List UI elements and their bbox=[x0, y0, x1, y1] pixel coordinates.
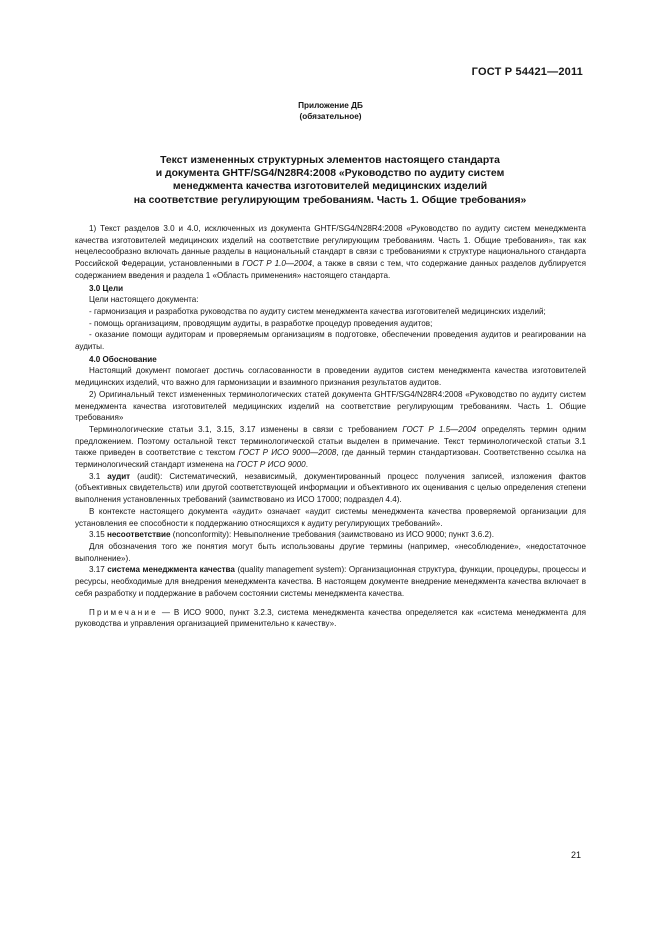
section-4-0-heading: 4.0 Обоснование bbox=[89, 354, 157, 364]
note: Примечание — В ИСО 9000, пункт 3.2.3, система менеджмента качества определяется как «система менеджмента для руководства и управления организацией применительно к качеству». bbox=[75, 607, 586, 629]
synonyms-text: Для обозначения того же понятия могут быть использованы другие термины (например, «несоблюдение», «недостаточное выполнение»). bbox=[75, 541, 586, 563]
annex-heading bbox=[0, 100, 661, 122]
term-3-17: 3.17 система менеджмента качества (quality management system): Организационная структура, функции, процедуры, процессы и ресурсы, необходимые для внедрения менеджмента качества. В настоящем документе внедрение менеджмента качества включает в себя разработку и поддержание в рабочем состоянии системы менеджмента качества. bbox=[75, 565, 587, 598]
body-text bbox=[75, 223, 586, 630]
standard-reference: ГОСТ Р 1.0—2004 bbox=[242, 259, 313, 269]
list-item: - оказание помощи аудиторам и проверяемым организациям в подготовке, обеспечении проведения аудитов и реагировании на аудиты. bbox=[75, 330, 586, 352]
term-name: несоответствие bbox=[107, 530, 171, 540]
term-name: аудит bbox=[107, 471, 131, 481]
annex-status: (обязательное) bbox=[299, 112, 362, 121]
annex-title bbox=[80, 154, 580, 207]
goals-intro: Цели настоящего документа: bbox=[89, 295, 199, 305]
standard-reference: ГОСТ Р ИСО 9000—2008 bbox=[238, 448, 337, 458]
term-name: система менеджмента качества bbox=[107, 565, 235, 575]
title-line: Текст измененных структурных элементов настоящего стандарта bbox=[160, 155, 500, 166]
annex-label: Приложение ДБ bbox=[298, 101, 363, 110]
title-line: и документа GHTF/SG4/N28R4:2008 «Руководство по аудиту систем bbox=[155, 168, 505, 180]
term-3-15: 3.15 несоответствие (nonconformity): Невыполнение требования (заимствовано из ИСО 9000; пункт 3.6.2). bbox=[89, 530, 494, 540]
standard-reference: ГОСТ Р 1.5—2004 bbox=[402, 424, 477, 434]
title-line: на соответствие регулирующим требованиям. Часть 1. Общие требования» bbox=[133, 194, 527, 206]
paragraph-3: Терминологические статьи 3.1, 3.15, 3.17 изменены в связи с требованием ГОСТ Р 1.5—2004 определять термин одним предложением. Поэтому остальной текст терминологической статьи выделен в примечание. Текст терминологической статьи 3.1 также приведен в соответствие с текстом ГОСТ Р ИСО 9000—2008, где данный термин стандартизован. Соответственно ссылка на терминологический стандарт изменена на ГОСТ Р ИСО 9000. bbox=[75, 424, 587, 470]
list-item: - помощь организациям, проводящим аудиты, в разработке процедур проведения аудитов; bbox=[89, 318, 433, 328]
note-label: Примечание bbox=[89, 607, 158, 617]
page-number: 21 bbox=[570, 850, 581, 860]
context-text: В контексте настоящего документа «аудит» означает «аудит системы менеджмента качества проверяемой организации для установления ее способности к поддержанию относящихся к аудиту регулирующих требований». bbox=[75, 506, 586, 528]
standard-code: ГОСТ Р 54421—2011 bbox=[471, 66, 583, 78]
section-3-0-heading: 3.0 Цели bbox=[89, 283, 124, 293]
rationale-text: Настоящий документ помогает достичь согласованности в проведении аудитов систем менеджмента качества изготовителей медицинских изделий, что важно для гармонизации и взаимного признания результатов аудитов. bbox=[75, 366, 586, 388]
title-line: менеджмента качества изготовителей медицинских изделий bbox=[172, 181, 488, 193]
paragraph-2: 2) Оригинальный текст измененных терминологических статей документа GHTF/SG4/N28R4:2008 «Руководство по аудиту систем менеджмента качества изготовителей медицинских изделий на соответствие регулирующим требованиям. Часть 1. Общие требования» bbox=[75, 389, 586, 423]
paragraph-1: 1) Текст разделов 3.0 и 4.0, исключенных из документа GHTF/SG4/N28R4:2008 «Руководство по аудиту систем менеджмента качества изготовителей медицинских изделий на соответствие регулирующим требованиям. Часть 1. Общие требования», так как нецелесообразно включать данные разделы в национальный стандарт в связи с требованиями к структуре национального стандарта Российской Федерации, установленными в ГОСТ Р 1.0—2004, а также в связи с тем, что содержание данных разделов дублируется содержанием введения и раздела 1 «Область применения» настоящего стандарта. bbox=[75, 224, 586, 280]
term-3-1: 3.1 аудит (audit): Систематический, независимый, документированный процесс получения записей, изложения фактов (объективных свидетельств) или другой соответствующей информации и объективного их оценивания с целью определения степени выполнения установленных требований (заимствовано из ИСО 17000; подраздел 4.4). bbox=[75, 471, 586, 505]
standard-reference: ГОСТ Р ИСО 9000 bbox=[236, 460, 306, 470]
list-item: - гармонизация и разработка руководства по аудиту систем менеджмента качества изготовителей медицинских изделий; bbox=[89, 306, 546, 316]
